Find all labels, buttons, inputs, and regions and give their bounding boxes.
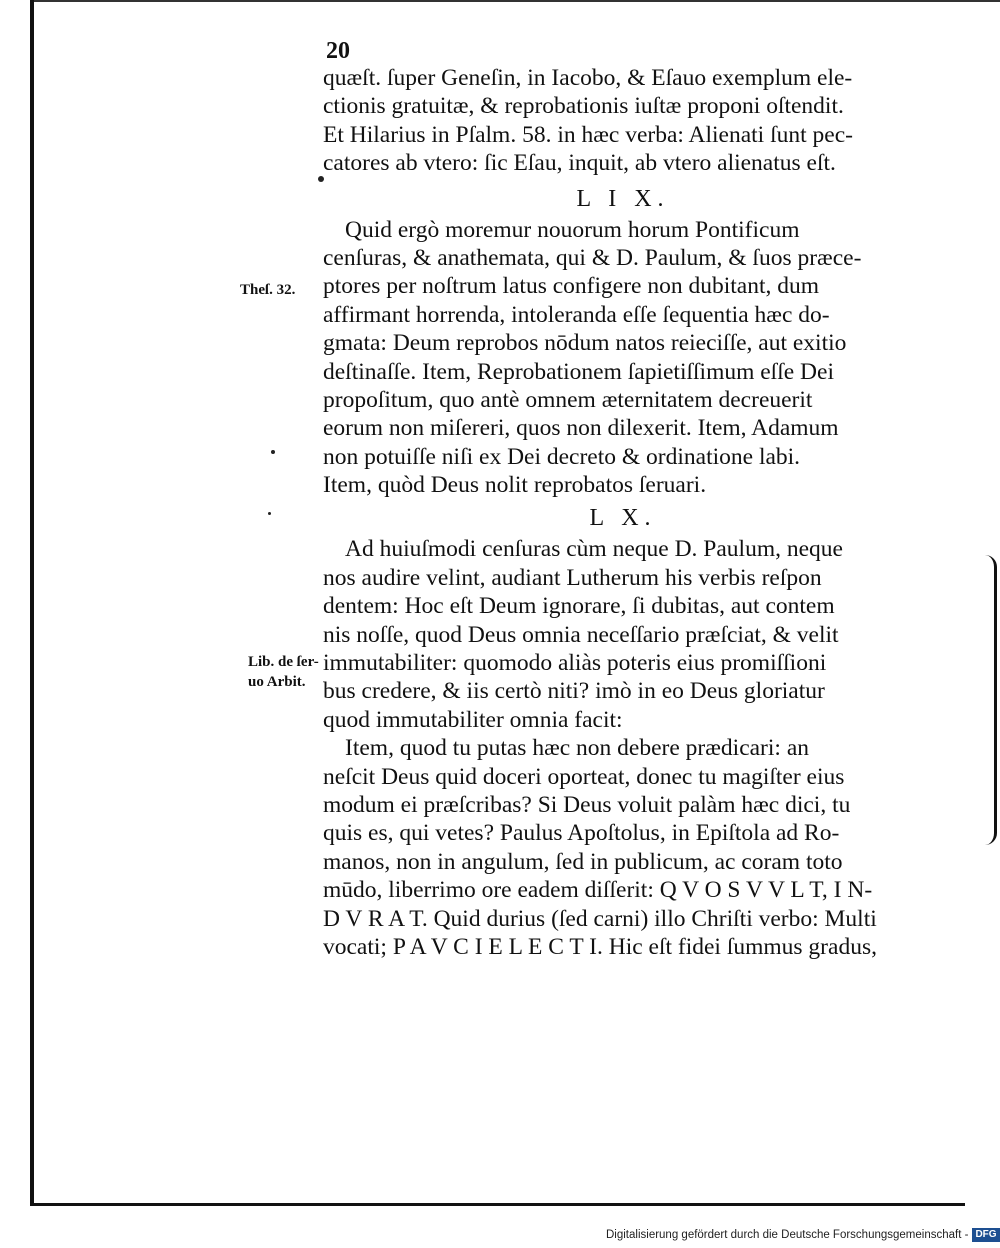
dfg-logo: DFG: [972, 1228, 999, 1242]
text-line: non potuiſſe niſi ex Dei decreto & ordinatione labi.: [323, 443, 801, 470]
text-line: bus credere, & iis certò niti? imò in eo Deus gloriatur: [323, 678, 825, 705]
text-line: nis noſſe, quod Deus omnia neceſſario præſciat, & velit: [323, 621, 839, 648]
text-line: ptores per noſtrum latus configere non dubitant, dum: [323, 273, 820, 300]
ink-speck: [268, 512, 271, 515]
text-line: vocati; P A V C I E L E C T I. Hic eſt fidei ſummus gradus,: [323, 933, 877, 960]
text-line: D V R A T. Quid durius (ſed carni) illo Chriſti verbo: Multi: [323, 905, 877, 932]
digitization-credit: [606, 1228, 1000, 1242]
page-edge-top: [30, 0, 1000, 2]
margin-note-servo-arbitrio-2: uo Arbit.: [248, 674, 306, 690]
text-line: Ad huiuſmodi cenſuras cùm neque D. Paulum, neque: [345, 536, 843, 563]
text-line: quæſt. ſuper Geneſin, in Iacobo, & Eſauo exemplum ele-: [323, 65, 853, 91]
text-line: Item, quod tu putas hæc non debere prædicari: an: [345, 735, 809, 762]
text-line: propoſitum, quo antè omnem æternitatem decreuerit: [323, 386, 813, 413]
footer-text: Digitalisierung gefördert durch die Deutsche Forschungsgemeinschaft -: [606, 1229, 969, 1241]
text-line: ctionis gratuitæ, & reprobationis iuſtæ proponi oſtendit.: [323, 93, 844, 120]
text-line: catores ab vtero: ſic Eſau, inquit, ab vtero alienatus eſt.: [323, 150, 836, 177]
ink-speck: [271, 450, 275, 454]
text-line: gmata: Deum reprobos nōdum natos reieciſſe, aut exitio: [323, 330, 847, 357]
section-heading-lix: L I X.: [576, 185, 670, 212]
margin-note-servo-arbitrio-1: Lib. de ſer-: [248, 654, 319, 670]
text-line: modum ei præſcribas? Si Deus voluit palàm hæc dici, tu: [323, 791, 851, 818]
text-line: quod immutabiliter omnia facit:: [323, 706, 623, 733]
text-line: cenſuras, & anathemata, qui & D. Paulum, & ſuos præce-: [323, 244, 862, 271]
margin-note-thesis: Theſ. 32.: [240, 282, 296, 298]
text-line: eorum non miſereri, quos non dilexerit. Item, Adamum: [323, 415, 839, 442]
text-line: deſtinaſſe. Item, Reprobationem ſapietiſſimum eſſe Dei: [323, 358, 834, 385]
text-line: mūdo, liberrimo ore eadem diſſerit: Q V O S V V L T, I N-: [323, 877, 873, 904]
text-line: dentem: Hoc eſt Deum ignorare, ſi dubitas, aut contem: [323, 593, 835, 620]
body-text: [323, 64, 923, 961]
text-line: Et Hilarius in Pſalm. 58. in hæc verba: Alienati ſunt pec-: [323, 121, 853, 148]
page-edge-bottom: [30, 1203, 965, 1206]
text-line: Item, quòd Deus nolit reprobatos ſeruari.: [323, 472, 707, 499]
page-edge-left: [30, 0, 34, 1205]
section-heading-lx: L X.: [589, 505, 657, 532]
text-line: nos audire velint, audiant Lutherum his verbis reſpon: [323, 564, 822, 591]
margin-bracket: [984, 555, 997, 845]
text-line: quis es, qui vetes? Paulus Apoſtolus, in Epiſtola ad Ro-: [323, 820, 840, 847]
text-line: affirmant horrenda, intoleranda eſſe ſequentia hæc do-: [323, 301, 830, 328]
page-number: 20: [326, 38, 350, 64]
text-line: immutabiliter: quomodo aliàs poteris eius promiſſioni: [323, 650, 827, 677]
text-line: manos, non in angulum, ſed in publicum, ac coram toto: [323, 848, 843, 875]
text-line: Quid ergò moremur nouorum horum Pontificum: [345, 216, 800, 243]
text-line: neſcit Deus quid doceri oporteat, donec tu magiſter eius: [323, 763, 845, 790]
